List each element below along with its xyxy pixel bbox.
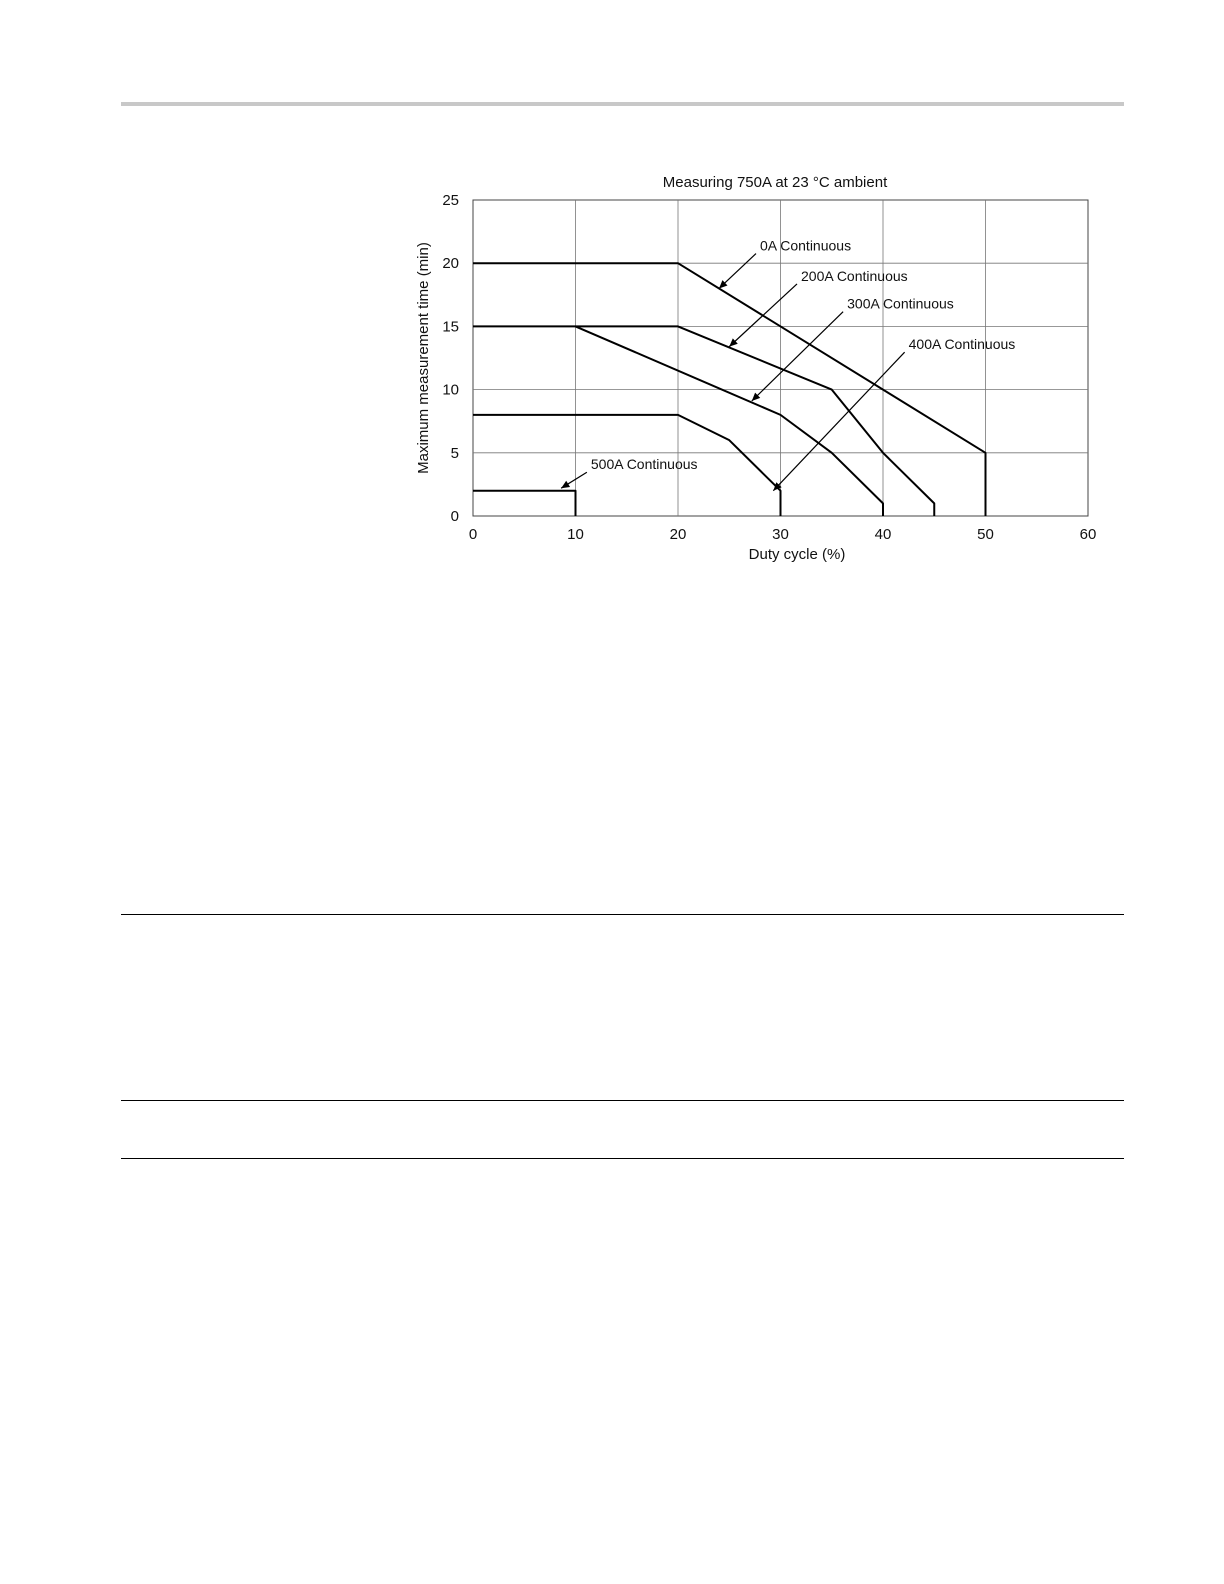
y-tick-label: 5 xyxy=(450,444,459,462)
duty-cycle-chart xyxy=(400,160,1100,580)
series-label: 500A Continuous xyxy=(590,456,698,473)
section-divider xyxy=(121,1158,1124,1159)
series-label: 400A Continuous xyxy=(908,336,1016,353)
arrowhead-icon xyxy=(561,481,570,488)
x-tick-label: 20 xyxy=(669,526,687,543)
series-line xyxy=(576,326,884,516)
x-tick-label: 50 xyxy=(977,526,994,543)
y-axis-title: Maximum measurement time (min) xyxy=(415,242,432,474)
y-tick-label: 15 xyxy=(442,318,459,336)
chart-title: Measuring 750A at 23 °C ambient xyxy=(662,174,888,191)
y-tick-label: 0 xyxy=(450,508,459,525)
x-tick-label: 60 xyxy=(1079,526,1097,543)
header-rule xyxy=(121,102,1124,106)
x-tick-label: 0 xyxy=(468,526,478,543)
section-divider xyxy=(121,1100,1124,1101)
y-tick-label: 25 xyxy=(442,192,459,209)
y-tick-label: 10 xyxy=(442,381,459,399)
label-pointer xyxy=(729,284,797,347)
series-label: 0A Continuous xyxy=(760,237,852,254)
x-tick-label: 10 xyxy=(567,526,584,543)
series-label: 300A Continuous xyxy=(847,295,954,312)
series-line xyxy=(473,326,934,516)
x-axis-title: Duty cycle (%) xyxy=(748,546,846,563)
y-tick-label: 20 xyxy=(442,255,459,273)
x-tick-label: 30 xyxy=(772,526,789,543)
series-label: 200A Continuous xyxy=(801,267,908,284)
section-divider xyxy=(121,914,1124,915)
x-tick-label: 40 xyxy=(874,526,892,543)
series-line xyxy=(473,491,576,516)
